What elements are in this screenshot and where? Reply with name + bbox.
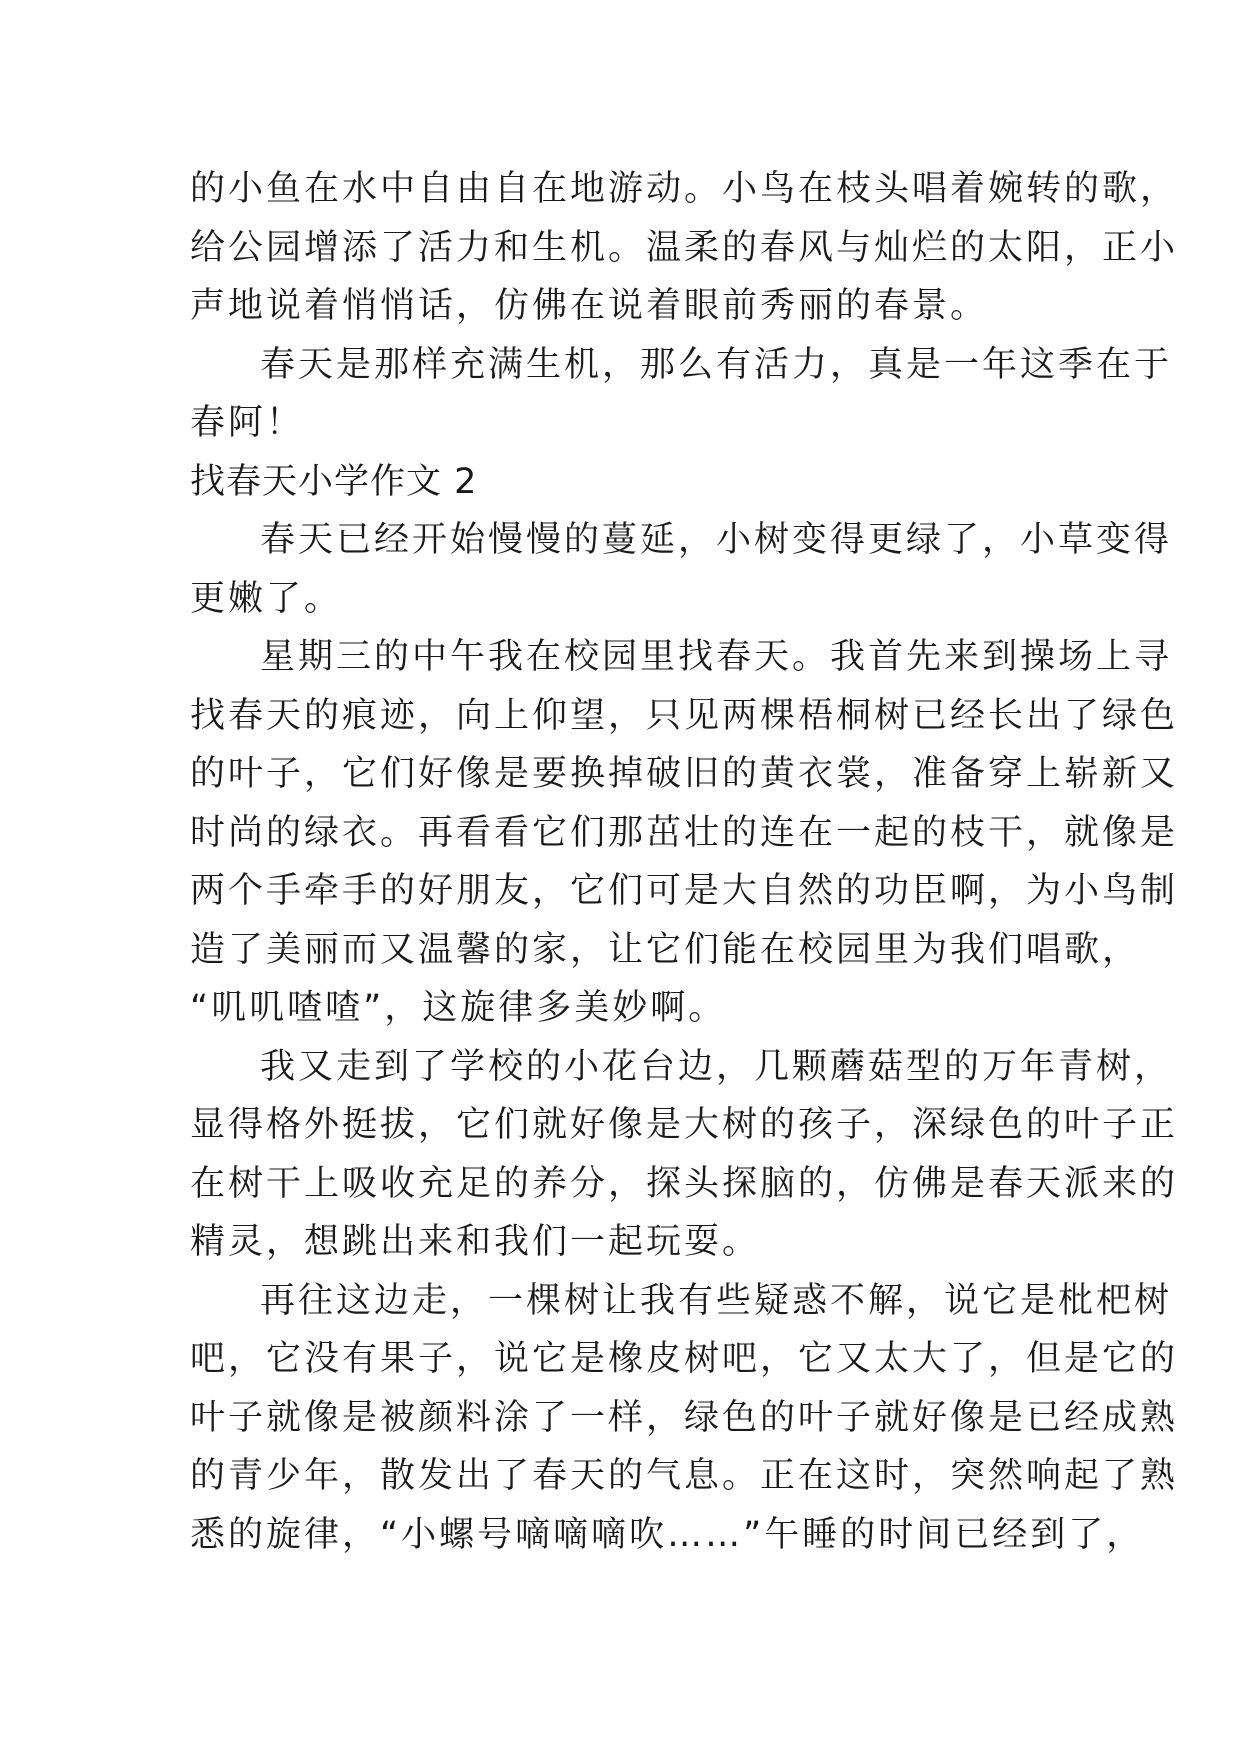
paragraph-flower-bed [190, 1038, 1179, 1272]
text-line: 找春天的痕迹，向上仰望，只见两棵梧桐树已经长出了绿色 [190, 695, 1179, 736]
text-line: 再往这边走，一棵树让我有些疑惑不解，说它是枇杷树 [260, 1280, 1173, 1321]
essay-title-text: 找春天小学作文 2 [190, 461, 478, 502]
text-line: 精灵，想跳出来和我们一起玩耍。 [190, 1222, 761, 1262]
paragraph-mystery-tree [190, 1272, 1179, 1565]
text-line: 给公园增添了活力和生机。温柔的春风与灿烂的太阳，正小 [190, 227, 1179, 268]
text-line: 显得格外挺拔，它们就好像是大树的孩子，深绿色的叶子正 [190, 1105, 1179, 1145]
document-body [190, 160, 1179, 1564]
text-line: 在树干上吸收充足的养分，探头探脑的，仿佛是春天派来的 [190, 1163, 1179, 1204]
text-line: 叶子就像是被颜料涂了一样，绿色的叶子就好像是已经成熟 [190, 1397, 1179, 1438]
paragraph-park [190, 160, 1179, 336]
text-line: 两个手牵手的好朋友，它们可是大自然的功臣啊，为小鸟制 [190, 871, 1179, 911]
paragraph-conclusion [190, 336, 1173, 453]
text-line: 更嫩了。 [190, 578, 343, 619]
text-line: 悉的旋律，“小螺号嘀嘀嘀吹……”午睡的时间已经到了， [190, 1514, 1145, 1555]
essay-title [190, 453, 1060, 512]
text-line: 时尚的绿衣。再看看它们那茁壮的连在一起的枝干，就像是 [190, 812, 1179, 853]
text-line: 造了美丽而又温馨的家，让它们能在校园里为我们唱歌， [190, 929, 1141, 970]
text-line: “叽叽喳喳”，这旋律多美妙啊。 [190, 988, 727, 1028]
paragraph-intro [190, 511, 1173, 628]
text-line: 星期三的中午我在校园里找春天。我首先来到操场上寻 [260, 637, 1173, 677]
text-line: 春阿！ [190, 403, 305, 443]
text-line: 的小鱼在水中自由自在地游动。小鸟在枝头唱着婉转的歌， [190, 169, 1179, 209]
text-line: 春天已经开始慢慢的蔓延，小树变得更绿了，小草变得 [260, 520, 1173, 560]
text-line: 的叶子，它们好像是要换掉破旧的黄衣裳，准备穿上崭新又 [190, 754, 1179, 794]
text-line: 我又走到了学校的小花台边，几颗蘑菇型的万年青树， [260, 1046, 1173, 1087]
text-line: 的青少年，散发出了春天的气息。正在这时，突然响起了熟 [190, 1456, 1179, 1496]
text-line: 春天是那样充满生机，那么有活力，真是一年这季在于 [260, 344, 1173, 385]
text-line: 声地说着悄悄话，仿佛在说着眼前秀丽的春景。 [190, 286, 989, 326]
text-line: 吧，它没有果子，说它是橡皮树吧，它又太大了，但是它的 [190, 1339, 1179, 1379]
paragraph-wutong-trees [190, 628, 1179, 1038]
